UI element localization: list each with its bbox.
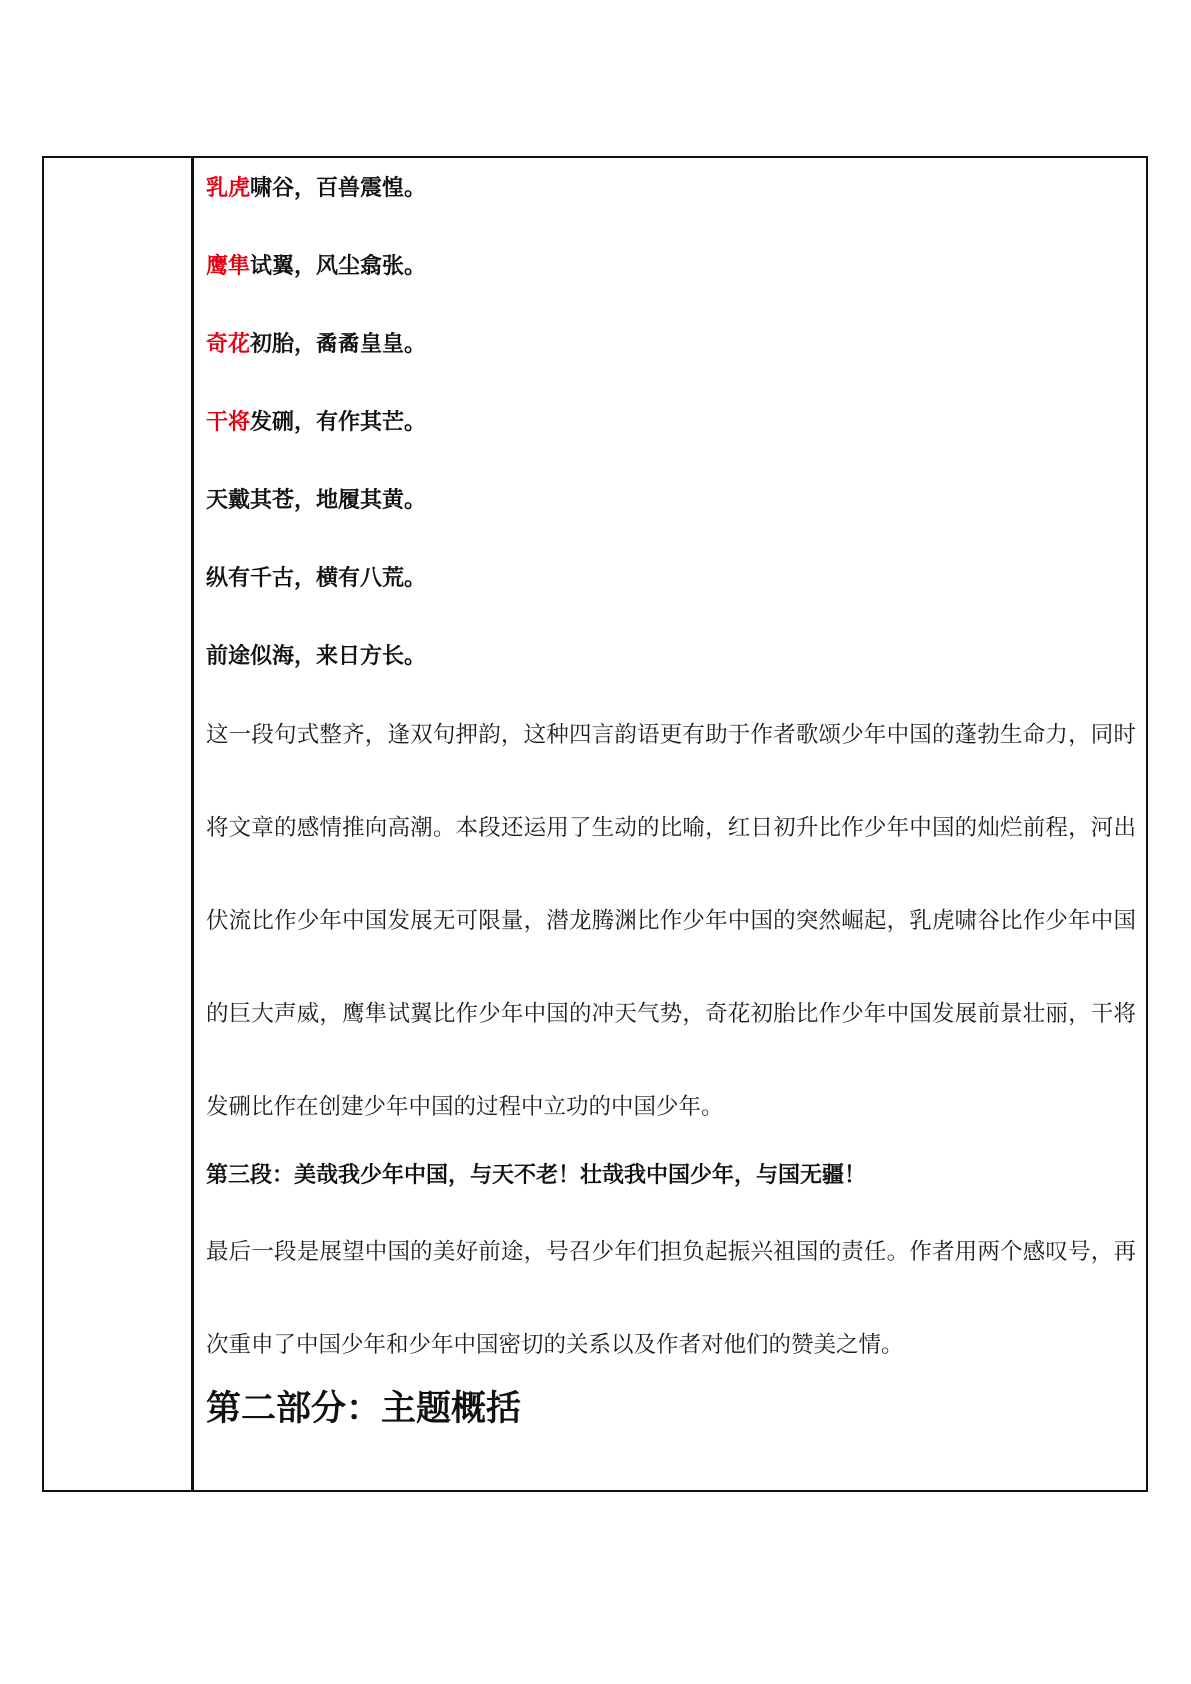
verse-text: 纵有千古，横有八荒。 (206, 566, 427, 591)
section3-paragraph: 最后一段是展望中国的美好前途，号召少年们担负起振兴祖国的责任。作者用两个感叹号，再次重申了中国少年和少年中国密切的关系以及作者对他们的赞美之情。 (206, 1239, 1136, 1358)
verse-line (206, 251, 1136, 329)
verse-line (206, 329, 1136, 407)
verse-highlight: 乳虎 (206, 176, 251, 201)
verse-text: 啸谷，百兽震惶。 (250, 176, 427, 201)
verse-line (206, 485, 1136, 563)
verse-highlight: 奇花 (206, 332, 251, 357)
verse-text: 前途似海，来日方长。 (206, 644, 427, 669)
verse-line (206, 407, 1136, 485)
verse-text: 初胎，矞矞皇皇。 (250, 332, 427, 357)
verse-line (206, 563, 1136, 641)
table-left-cell (44, 158, 194, 1490)
content-table (42, 156, 1148, 1492)
verse-text: 发硎，有作其芒。 (250, 410, 427, 435)
part-heading: 第二部分：主题概括 (206, 1389, 522, 1429)
verse-text: 天戴其苍，地履其黄。 (206, 488, 427, 513)
verse-highlight: 鹰隼 (206, 254, 251, 279)
verse-text: 试翼，风尘翕张。 (250, 254, 427, 279)
table-right-cell (194, 158, 1146, 1490)
verse-highlight: 干将 (206, 410, 251, 435)
analysis-paragraph: 这一段句式整齐，逢双句押韵，这种四言韵语更有助于作者歌颂少年中国的蓬勃生命力，同时将文章的感情推向高潮。本段还运用了生动的比喻，红日初升比作少年中国的灿烂前程，河出伏流比作少年中国发展无可限量，潜龙腾渊比作少年中国的突然崛起，乳虎啸谷比作少年中国的巨大声威，鹰隼试翼比作少年中国的冲天气势，奇花初胎比作少年中国发展前景壮丽，干将发硎比作在创建少年中国的过程中立功的中国少年。 (206, 722, 1136, 1120)
section3-heading: 第三段：美哉我少年中国，与天不老！壮哉我中国少年，与国无疆！ (206, 1163, 867, 1188)
verse-line (206, 173, 1136, 251)
